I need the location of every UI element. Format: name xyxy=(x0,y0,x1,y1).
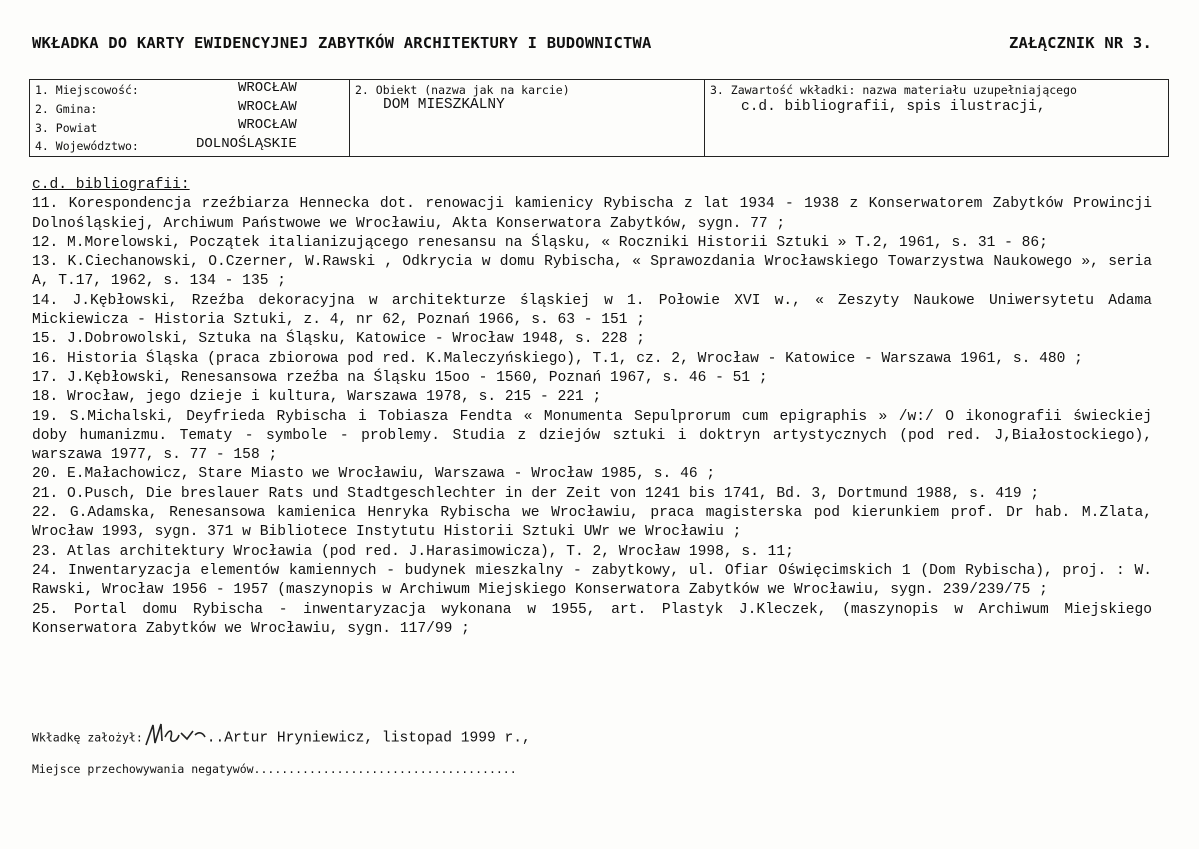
bibliography-heading: c.d. bibliografii: xyxy=(32,177,190,193)
bibliography-entry: 20. E.Małachowicz, Stare Miasto we Wrocławiu, Warszawa - Wrocław 1985, s. 46 ; xyxy=(32,466,716,483)
object-label: 2. Obiekt (nazwa jak na karcie) xyxy=(355,83,570,97)
bibliography-entry: 25. Portal domu Rybischa - inwentaryzacja wykonana w 1955, art. Plastyk J.Kleczek, (maszynopis w Archiwum Miejskiego Konserwatora Zabytków we Wrocławiu, sygn. 117/99 ; xyxy=(32,601,1152,637)
bibliography-entry: 15. J.Dobrowolski, Sztuka na Śląsku, Katowice - Wrocław 1948, s. 228 ; xyxy=(32,331,646,348)
document-title: WKŁADKA DO KARTY EWIDENCYJNEJ ZABYTKÓW ARCHITEKTURY I BUDOWNICTWA xyxy=(32,34,652,52)
bibliography-entry: 24. Inwentaryzacja elementów kamiennych - budynek mieszkalny - zabytkowy, ul. Ofiar Oświęcimskich 1 (Dom Rybischa), proj. : W. Rawski, Wrocław 1956 - 1957 (maszynopis w Archiwum Miejskiego Konserwatora Zabytków we Wrocławiu, sygn. 239/239/75 ; xyxy=(32,562,1152,599)
bibliography-entry: 13. K.Ciechanowski, O.Czerner, W.Rawski , Odkrycia w domu Rybischa, « Sprawozdania Wrocławskiego Towarzystwa Naukowego », seria A, T.17, 1962, s. 134 - 135 ; xyxy=(32,254,1152,290)
author-line xyxy=(32,721,531,754)
object-value: DOM MIESZKALNY xyxy=(383,97,505,113)
contents-label: 3. Zawartość wkładki: nazwa materiału uzupełniającego xyxy=(710,83,1077,97)
contents-value: c.d. bibliografii, spis ilustracji, xyxy=(741,99,1046,115)
district-label: 3. Powiat xyxy=(35,121,98,135)
bibliography-entry: 18. Wrocław, jego dzieje i kultura, Warszawa 1978, s. 215 - 221 ; xyxy=(32,389,602,406)
bibliography-entry: 14. J.Kębłowski, Rzeźba dekoracyjna w architekturze śląskiej w 1. Połowie XVI w., « Zeszyty Naukowe Uniwersytetu Adama Mickiewicza - Historia Sztuki, z. 4, nr 62, Poznań 1966, s. 63 - 151 ; xyxy=(32,292,1152,329)
author-value: ..Artur Hryniewicz, listopad 1999 r., xyxy=(206,730,531,747)
bibliography-entry: 21. O.Pusch, Die breslauer Rats und Stadtgeschlechter in der Zeit von 1241 bis 1741, Bd. 3, Dortmund 1988, s. 419 ; xyxy=(32,485,1040,502)
bibliography-entry: 17. J.Kębłowski, Renesansowa rzeźba na Śląsku 15oo - 1560, Poznań 1967, s. 46 - 51 ; xyxy=(32,369,768,386)
voivodeship-label: 4. Województwo: xyxy=(35,139,139,153)
signature-icon xyxy=(143,721,207,754)
municipality-label: 1. Miejscowość: xyxy=(35,83,139,97)
bibliography-entry: 16. Historia Śląska (praca zbiorowa pod red. K.Maleczyńskiego), T.1, cz. 2, Wrocław - Katowice - Warszawa 1961, s. 480 ; xyxy=(32,350,1083,367)
negatives-line: Miejsce przechowywania negatywów...................................... xyxy=(32,762,517,776)
object-cell xyxy=(350,80,705,156)
info-table xyxy=(29,79,1169,157)
bibliography-entry: 23. Atlas architektury Wrocławia (pod red. J.Harasimowicza), T. 2, Wrocław 1998, s. 11; xyxy=(32,543,794,560)
bibliography-entry: 12. M.Morelowski, Początek italianizującego renesansu na Śląsku, « Roczniki Historii Sztuki » T.2, 1961, s. 31 - 86; xyxy=(32,234,1048,251)
contents-cell xyxy=(705,80,1168,156)
commune-value: WROCŁAW xyxy=(238,99,297,115)
attachment-number: ZAŁĄCZNIK NR 3. xyxy=(1009,34,1152,52)
bibliography-section xyxy=(32,176,1152,639)
voivodeship-value: DOLNOŚLĄSKIE xyxy=(196,136,297,152)
bibliography-entry: 22. G.Adamska, Renesansowa kamienica Henryka Rybischa we Wrocławiu, praca magisterska pod kierunkiem prof. Dr hab. M.Zlata, Wrocław 1993, sygn. 371 w Bibliotece Instytutu Historii Sztuki UWr we Wrocławiu ; xyxy=(32,505,1152,541)
bibliography-entry: 19. S.Michalski, Deyfrieda Rybischa i Tobiasza Fendta « Monumenta Sepulprorum cum epigraphis » /w:/ O ikonografii świeckiej doby humanizmu. Tematy - symbole - problemy. Studia z dziejów sztuki i doktryn artystycznych (pod red. J,Białostockiego), warszawa 1977, s. 77 - 158 ; xyxy=(32,408,1152,464)
district-value: WROCŁAW xyxy=(238,117,297,133)
municipality-value: WROCŁAW xyxy=(238,80,297,96)
document-header xyxy=(32,34,1152,52)
commune-label: 2. Gmina: xyxy=(35,102,98,116)
bibliography-entry: 11. Korespondencja rzeźbiarza Hennecka dot. renowacji kamienicy Rybischa z lat 1934 - 1938 z Konserwatorem Zabytków Prowincji Dolnośląskiej, Archiwum Państwowe we Wrocławiu, Akta Konserwatora Zabytków, sygn. 77 ; xyxy=(32,196,1152,232)
author-label: Wkładkę założył: xyxy=(32,730,143,745)
location-cell xyxy=(30,80,350,156)
